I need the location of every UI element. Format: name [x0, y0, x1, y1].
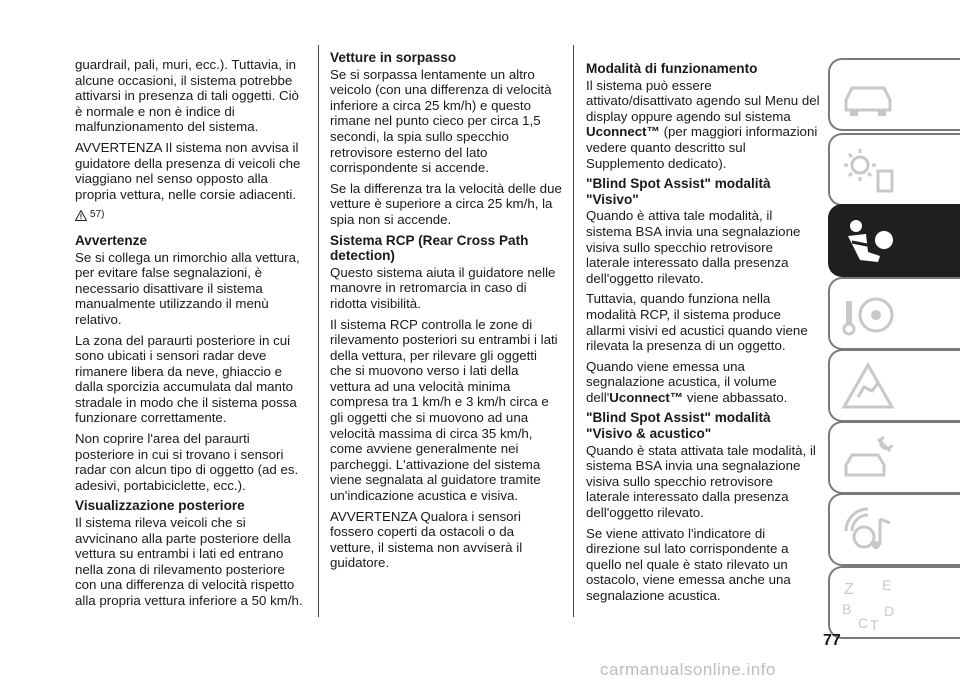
car-icon [838, 66, 898, 124]
warning-triangle-icon [75, 210, 87, 221]
section-heading: Visualizzazione posteriore [75, 498, 245, 514]
text-run: Quando viene emessa una segnalazione acustica, il volume dell' [586, 358, 777, 405]
paragraph: Questo sistema aiuta il guidatore nelle manovre in retromarcia in caso di ridotta visibilità. [330, 264, 556, 311]
paragraph [586, 359, 820, 406]
index-letter: B [842, 601, 852, 617]
chapter-tab-car[interactable] [828, 58, 960, 131]
media-connectivity-icon [838, 501, 898, 559]
paragraph: Quando è stata attivata tale modalità, il sistema BSA invia una segnalazione visiva sullo specchio retrovisore laterale interessato dalla presenza dell'oggetto rilevato. [586, 442, 816, 521]
index-letter: Z [844, 581, 854, 598]
index-letter: E [882, 577, 892, 593]
text-column-3 [586, 57, 820, 609]
warning-triangle-icon [838, 357, 898, 415]
paragraph: AVVERTENZA Il sistema non avvisa il guidatore della presenza di veicoli che viaggiano nel senso opposto alla propria vettura, nelle corsie adiacenti. [75, 139, 301, 202]
paragraph: La zona del paraurti posteriore in cui sono ubicati i sensori radar deve rimanere libera da neve, ghiaccio e dalla sporcizia accumulata dal manto stradale in modo che il sistema possa funzionare correttamente. [75, 332, 297, 426]
paragraph: Quando è attiva tale modalità, il sistema BSA invia una segnalazione visiva sullo specchio retrovisore laterale interessato dalla presenza dell'oggetto rilevato. [586, 208, 801, 286]
paragraph: Se viene attivato l'indicatore di direzione sul lato corrispondente a quello nel quale è stato rilevato un ostacolo, viene emessa anche una segnalazione acustica. [586, 525, 791, 603]
chapter-tab-multimedia[interactable] [828, 493, 960, 566]
section-heading: Avvertenze [75, 232, 148, 248]
chapter-tab-starting[interactable] [828, 277, 960, 350]
paragraph: AVVERTENZA Qualora i sensori fossero coperti da ostacoli o da vetture, il sistema non avviserà il guidatore. [330, 508, 523, 571]
index-letters-icon [838, 574, 898, 632]
text-run: (per maggiori informazioni vedere quanto descritto sul Supplemento dedicato). [586, 124, 818, 171]
warning-reference [75, 207, 307, 223]
wrench-car-icon [838, 429, 898, 487]
column-divider [573, 45, 574, 617]
section-heading: "Blind Spot Assist" modalità "Visivo & acustico" [586, 410, 771, 442]
text-column-2 [330, 46, 562, 576]
section-heading: Modalità di funzionamento [586, 61, 758, 76]
index-letter: T [870, 617, 879, 632]
text-run: viene abbassato. [683, 389, 788, 405]
key-steering-icon [838, 285, 898, 343]
footer-watermark: carmanualsonline.info [600, 660, 776, 679]
chapter-tab-maintenance[interactable] [828, 421, 960, 494]
section-heading: Vetture in sorpasso [330, 50, 457, 65]
chapter-tab-index[interactable] [828, 566, 960, 639]
paragraph: Se la differenza tra la velocità delle due vetture è superiore a circa 25 km/h, la spia non si accende. [330, 180, 562, 227]
section-heading: Sistema RCP (Rear Cross Path detection) [330, 232, 529, 264]
chapter-tab-safety[interactable] [828, 204, 960, 277]
text-column-1 [75, 57, 307, 614]
paragraph: Il sistema rileva veicoli che si avvicinano alla parte posteriore della vettura su entrambi i lati ed entrano nella zona di rilevamento posteriore con una differenza di velocità rispetto alla propria vettura inferiore a 50 km/h. [75, 515, 303, 608]
paragraph: Se si collega un rimorchio alla vettura, per evitare false segnalazioni, è necessario disattivare il sistema manualmente utilizzando il menù relativo. [75, 249, 300, 327]
uconnect-brand: Uconnect™ [586, 124, 660, 140]
page-number: 77 [823, 632, 841, 649]
warning-reference-number: 57) [90, 209, 105, 221]
paragraph: Se si sorpassa lentamente un altro veicolo (con una differenza di velocità inferiore a circa 25 km/h) e questo rimane nel punto cieco per circa 1,5 secondi, la spia sullo specchio retrovisore esterno del lato corrispondente si accende. [330, 66, 552, 176]
paragraph: guardrail, pali, muri, ecc.). Tuttavia, in alcune occasioni, il sistema potrebbe attivarsi in presenza di tali oggetti. Ciò è normale e non è indice di malfunzionamento del sistema. [75, 57, 299, 135]
index-letter: C [858, 615, 869, 631]
airbag-seat-icon [838, 212, 898, 270]
column-divider [318, 45, 319, 617]
chapter-tab-dashboard[interactable] [828, 133, 960, 206]
chapter-tab-emergency[interactable] [828, 349, 960, 422]
paragraph: Tuttavia, quando funziona nella modalità RCP, il sistema produce allarmi visivi ed acustici quando viene rilevata la presenza di un oggetto. [586, 291, 808, 354]
paragraph: Il sistema RCP controlla le zone di rilevamento posteriori su entrambi i lati della vettura, per rilevare gli oggetti che si muovono verso i lati della vettura ad una velocità minima compresa tra 1 km/h e 3 km/h circa e gli oggetti che si muovono ad una velocità massima di circa 35 km/h, come avviene generalmente nei parcheggi. L'attivazione del sistema viene segnalata al guidatore tramite un'indicazione acustica e visiva. [330, 316, 558, 504]
paragraph: Non coprire l'area del paraurti posteriore in cui si trovano i sensori radar con alcun tipo di oggetto (ad es. adesivi, portabiciclette, ecc.). [75, 431, 299, 493]
dashboard-lights-icon [838, 141, 898, 199]
paragraph [586, 78, 820, 172]
section-heading: "Blind Spot Assist" modalità "Visivo" [586, 176, 771, 207]
text-run: Il sistema può essere attivato/disattivato agendo sul Menu del display oppure agendo sul sistema [586, 77, 820, 124]
index-letter: D [884, 603, 895, 619]
uconnect-brand: Uconnect™ [609, 389, 684, 405]
